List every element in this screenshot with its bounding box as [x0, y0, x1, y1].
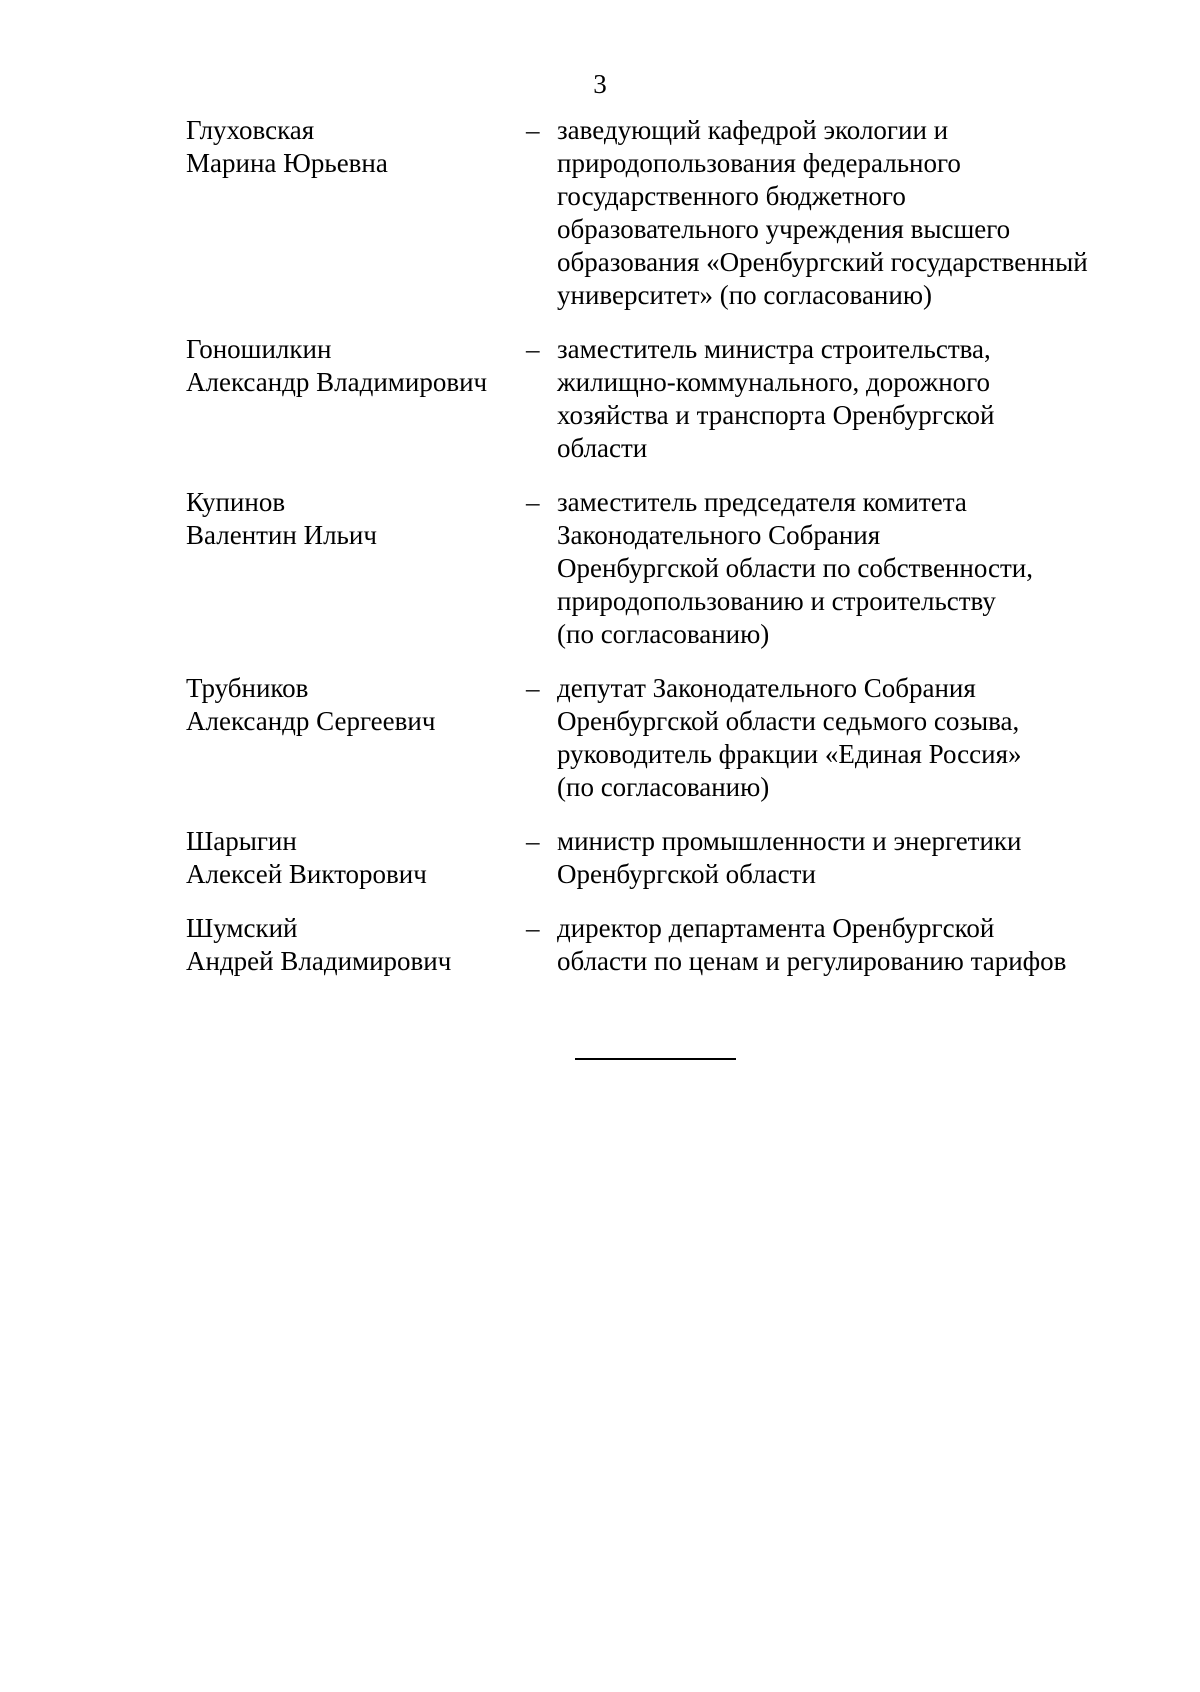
position-line: Оренбургской области	[557, 859, 816, 889]
position-line: заместитель председателя комитета	[557, 487, 967, 517]
member-given-names: Александр Владимирович	[186, 367, 488, 397]
member-given-names: Алексей Викторович	[186, 859, 427, 889]
member-position	[557, 825, 1137, 891]
position-line: природопользованию и строительству	[557, 586, 996, 616]
member-name	[186, 672, 516, 738]
position-line: директор департамента Оренбургской	[557, 913, 995, 943]
member-dash: –	[526, 673, 540, 703]
member-position	[557, 333, 1137, 465]
member-entry	[186, 825, 1146, 891]
position-line: депутат Законодательного Собрания	[557, 673, 976, 703]
member-name	[186, 912, 516, 978]
member-entry	[186, 672, 1146, 804]
member-entry	[186, 486, 1146, 651]
position-line: заместитель министра строительства,	[557, 334, 991, 364]
member-entry	[186, 912, 1146, 978]
member-given-names: Марина Юрьевна	[186, 148, 388, 178]
member-surname: Трубников	[186, 673, 309, 703]
member-name	[186, 333, 516, 399]
member-position	[557, 672, 1137, 804]
member-dash: –	[526, 487, 540, 517]
member-surname: Гоношилкин	[186, 334, 332, 364]
position-line: жилищно-коммунального, дорожного	[557, 367, 991, 397]
member-dash: –	[526, 115, 540, 145]
closing-rule	[575, 1058, 736, 1060]
position-line: области по ценам и регулированию тарифов	[557, 946, 1067, 976]
member-position	[557, 912, 1137, 978]
member-dash: –	[526, 826, 540, 856]
member-name	[186, 825, 516, 891]
member-dash: –	[526, 334, 540, 364]
position-line: Оренбургской области седьмого созыва,	[557, 706, 1020, 736]
member-given-names: Андрей Владимирович	[186, 946, 452, 976]
position-line: природопользования федерального	[557, 148, 961, 178]
position-line: образовательного учреждения высшего	[557, 214, 1011, 244]
member-position	[557, 486, 1137, 651]
page-number: 3	[593, 69, 607, 99]
member-surname: Глуховская	[186, 115, 315, 145]
position-line: государственного бюджетного	[557, 181, 906, 211]
member-given-names: Александр Сергеевич	[186, 706, 436, 736]
member-list	[186, 114, 1146, 978]
position-line: университет» (по согласованию)	[557, 280, 932, 310]
position-line: министр промышленности и энергетики	[557, 826, 1022, 856]
position-line: области	[557, 433, 648, 463]
member-name	[186, 486, 516, 552]
member-name	[186, 114, 516, 180]
position-line: Законодательного Собрания	[557, 520, 881, 550]
member-entry	[186, 333, 1146, 465]
position-line: Оренбургской области по собственности,	[557, 553, 1033, 583]
position-line: заведующий кафедрой экологии и	[557, 115, 949, 145]
member-position	[557, 114, 1137, 312]
position-line: образования «Оренбургский государственный	[557, 247, 1088, 277]
member-surname: Шумский	[186, 913, 298, 943]
member-surname: Купинов	[186, 487, 286, 517]
position-line: руководитель фракции «Единая Россия»	[557, 739, 1022, 769]
member-surname: Шарыгин	[186, 826, 297, 856]
position-line: хозяйства и транспорта Оренбургской	[557, 400, 995, 430]
member-given-names: Валентин Ильич	[186, 520, 377, 550]
member-dash: –	[526, 913, 540, 943]
member-entry	[186, 114, 1146, 312]
position-line: (по согласованию)	[557, 619, 770, 649]
position-line: (по согласованию)	[557, 772, 770, 802]
